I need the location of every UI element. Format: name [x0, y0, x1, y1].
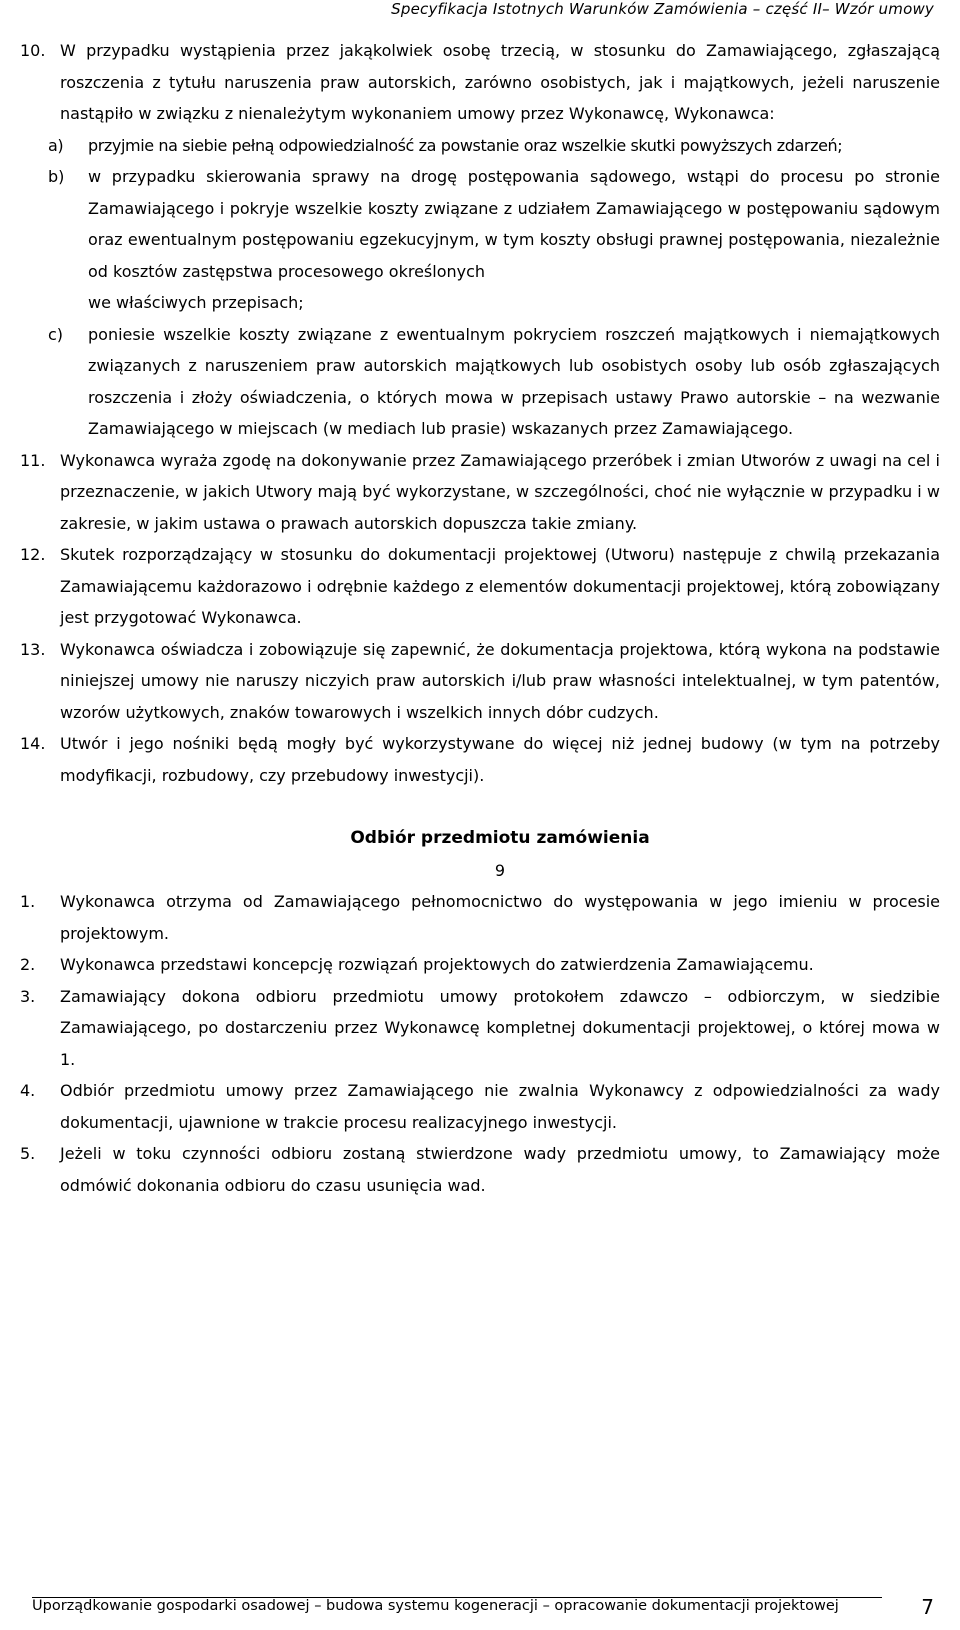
- clause-number: 12.: [20, 545, 46, 564]
- subclause-text: przyjmie na siebie pełną odpowiedzialność za powstanie oraz wszelkie skutki powyższych zdarzeń;: [88, 135, 843, 155]
- subclause-text: w przypadku skierowania sprawy na drogę postępowania sądowego, wstąpi do procesu po stronie Zamawiającego i pokryje wszelkie koszty związane z udziałem Zamawiającego w postępowaniu sądowym oraz ewentualnym postępowaniu egzekucyjnym, w tym koszty obsługi prawnej postępowania, niezależnie od kosztów zastępstwa procesowego określonych: [88, 167, 940, 281]
- item-number: 4.: [20, 1081, 36, 1100]
- clause-number: 14.: [20, 734, 46, 753]
- section-item-2: [20, 949, 940, 981]
- clause-number: 10.: [20, 41, 46, 60]
- clause-14: [20, 728, 940, 791]
- clause-number: 11.: [20, 450, 46, 470]
- clause-10: [20, 35, 940, 130]
- subclause-a: [48, 130, 940, 162]
- section-title: Odbiór przedmiotu zamówienia: [350, 828, 650, 848]
- page-header: Specyfikacja Istotnych Warunków Zamówienia – część II– Wzór umowy: [391, 0, 934, 18]
- subclause-letter: b): [48, 167, 65, 186]
- clause-text: Wykonawca wyraża zgodę na dokonywanie przez Zamawiającego przeróbek i zmian Utworów z uwagi na cel i przeznaczenie, w jakich Utwory mają być wykorzystane, w szczególności, choć nie wyłącznie w przypadku i w zakresie, w jakim ustawa o prawach autorskich dopuszcza takie zmiany.: [60, 450, 940, 533]
- subclause-b: [48, 161, 940, 319]
- section-item-4: [20, 1075, 940, 1138]
- footer-text: Uporządkowanie gospodarki osadowej – budowa systemu kogeneracji – opracowanie dokumentacji projektowej: [32, 1598, 839, 1614]
- item-number: 1.: [20, 892, 36, 911]
- subclause-text-continued: we właściwych przepisach;: [88, 293, 304, 312]
- subclause-letter: a): [48, 135, 64, 155]
- item-text: Zamawiający dokona odbioru przedmiotu umowy protokołem zdawczo – odbiorczym, w siedzibie Zamawiającego, po dostarczeniu przez Wykonawcę kompletnej dokumentacji projektowej, o której mowa w 1.: [60, 986, 940, 1069]
- subclause-text: poniesie wszelkie koszty związane z ewentualnym pokryciem roszczeń majątkowych i niemajątkowych związanych z naruszeniem praw autorskich majątkowych lub osobistych osoby lub osób zgłaszających roszczenia i złoży oświadczenia, o których mowa w przepisach ustawy Prawo autorskie – na wezwanie Zamawiającego w miejscach (w mediach lub prasie) wskazanych przez Zamawiającego.: [88, 324, 940, 438]
- item-number: 2.: [20, 955, 36, 974]
- section-odbior: [20, 823, 940, 1201]
- item-number: 5.: [20, 1144, 36, 1163]
- item-text: Odbiór przedmiotu umowy przez Zamawiającego nie zwalnia Wykonawcy z odpowiedzialności za wady dokumentacji, ujawnione w trakcie procesu realizacyjnego inwestycji.: [60, 1081, 940, 1132]
- page-number: 7: [921, 1595, 934, 1619]
- clause-text: Wykonawca oświadcza i zobowiązuje się zapewnić, że dokumentacja projektowa, którą wykona na podstawie niniejszej umowy nie naruszy niczyich praw autorskich i/lub praw własności intelektualnej, w tym patentów, wzorów użytkowych, znaków towarowych i wszelkich innych dóbr cudzych.: [60, 639, 940, 722]
- section-item-5: [20, 1138, 940, 1201]
- item-text: Wykonawca przedstawi koncepcję rozwiązań projektowych do zatwierdzenia Zamawiającemu.: [60, 955, 814, 974]
- item-text: Wykonawca otrzyma od Zamawiającego pełnomocnictwo do występowania w jego imieniu w procesie projektowym.: [60, 892, 940, 943]
- subclause-c: [48, 319, 940, 445]
- item-number: 3.: [20, 986, 36, 1006]
- document-body: [20, 35, 940, 1201]
- section-item-1: [20, 886, 940, 949]
- paragraph-number: 9: [494, 860, 506, 880]
- clause-text: W przypadku wystąpienia przez jakąkolwiek osobę trzecią, w stosunku do Zamawiającego, zgłaszającą roszczenia z tytułu naruszenia praw autorskich, zarówno osobistych, jak i majątkowych, jeżeli naruszenie nastąpiło w związku z nienależytym wykonaniem umowy przez Wykonawcę, Wykonawca:: [60, 41, 940, 123]
- clause-13: [20, 634, 940, 729]
- subclause-letter: c): [48, 324, 64, 344]
- item-text: Jeżeli w toku czynności odbioru zostaną stwierdzone wady przedmiotu umowy, to Zamawiający może odmówić dokonania odbioru do czasu usunięcia wad.: [60, 1144, 940, 1195]
- clause-number: 13.: [20, 639, 46, 659]
- clause-text: Utwór i jego nośniki będą mogły być wykorzystywane do więcej niż jednej budowy (w tym na potrzeby modyfikacji, rozbudowy, czy przebudowy inwestycji).: [60, 734, 940, 785]
- clause-text: Skutek rozporządzający w stosunku do dokumentacji projektowej (Utworu) następuje z chwilą przekazania Zamawiającemu każdorazowo i odrębnie każdego z elementów dokumentacji projektowej, którą zobowiązany jest przygotować Wykonawca.: [60, 545, 940, 627]
- section-item-3: [20, 981, 940, 1076]
- clause-12: [20, 539, 940, 634]
- clause-11: [20, 445, 940, 540]
